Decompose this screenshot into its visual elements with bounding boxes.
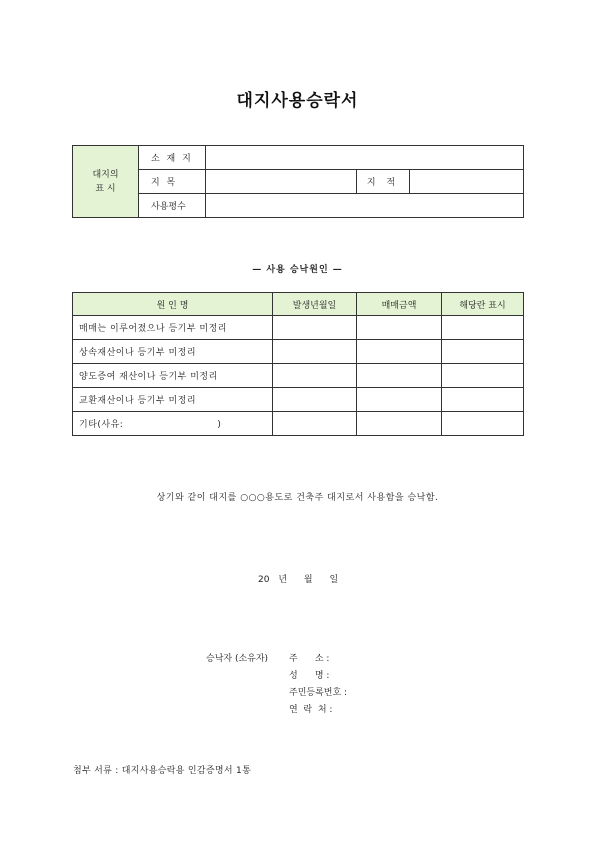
section-title: — 사용 승낙원인 — — [252, 265, 343, 275]
mark-cell[interactable] — [442, 364, 524, 388]
location-value[interactable] — [206, 146, 524, 170]
date-line — [258, 572, 352, 585]
price-cell[interactable] — [357, 316, 442, 340]
date-cell[interactable] — [273, 340, 357, 364]
date-month: 월 — [303, 575, 313, 585]
mark-cell[interactable] — [442, 340, 524, 364]
date-cell[interactable] — [273, 364, 357, 388]
mark-cell[interactable] — [442, 316, 524, 340]
table-row — [73, 340, 524, 364]
grantor-address: 주 소 : — [289, 654, 330, 664]
area-label: 사용평수 — [139, 194, 206, 218]
grantor-contact: 연 락 처 : — [289, 705, 333, 715]
date-year: 년 — [278, 575, 288, 585]
land-info-table — [72, 145, 524, 218]
date-cell[interactable] — [273, 412, 357, 436]
mark-cell[interactable] — [442, 388, 524, 412]
reason-label: 교환재산이나 등기부 미정리 — [73, 388, 273, 412]
reason-label: 매매는 이루어졌으나 등기부 미정리 — [73, 316, 273, 340]
grantor-name: 성 명 : — [289, 671, 330, 681]
category-value[interactable] — [206, 170, 357, 194]
price-cell[interactable] — [357, 412, 442, 436]
document-title: 대지사용승락서 — [236, 91, 359, 111]
date-year-prefix: 20 — [258, 575, 270, 585]
date-cell[interactable] — [273, 316, 357, 340]
consent-statement: 상기와 같이 대지를 ○○○용도로 건축주 대지로서 사용함을 승낙함. — [156, 493, 439, 503]
category-label: 지 목 — [139, 170, 206, 194]
location-label: 소 재 지 — [139, 146, 206, 170]
price-cell[interactable] — [357, 340, 442, 364]
col-header-price: 매매금액 — [357, 293, 442, 316]
price-cell[interactable] — [357, 388, 442, 412]
grantor-id-number: 주민등록번호 : — [289, 688, 348, 698]
lot-label: 지 적 — [357, 170, 410, 194]
table-row — [73, 412, 524, 436]
reason-label: 양도증여 재산이나 등기부 미정리 — [73, 364, 273, 388]
col-header-mark: 해당란 표시 — [442, 293, 524, 316]
land-header-cell — [73, 146, 139, 218]
reason-table — [72, 292, 524, 436]
lot-value[interactable] — [410, 170, 524, 194]
reason-label: 상속재산이나 등기부 미정리 — [73, 340, 273, 364]
table-row — [73, 388, 524, 412]
mark-cell[interactable] — [442, 412, 524, 436]
land-header-line-1: 대지의 — [92, 169, 119, 180]
date-cell[interactable] — [273, 388, 357, 412]
date-day: 일 — [329, 575, 339, 585]
price-cell[interactable] — [357, 364, 442, 388]
land-header-line-2: 표 시 — [95, 183, 116, 194]
area-value[interactable] — [206, 194, 524, 218]
table-row — [73, 316, 524, 340]
attachment-note: 첨부 서류 : 대지사용승락용 인감증명서 1통 — [73, 766, 252, 776]
col-header-date: 발생년월일 — [273, 293, 357, 316]
grantor-label: 승낙자 (소유자) — [206, 654, 269, 664]
table-row — [73, 364, 524, 388]
col-header-reason: 원 인 명 — [73, 293, 273, 316]
reason-label: 기타(사유: ) — [73, 412, 273, 436]
